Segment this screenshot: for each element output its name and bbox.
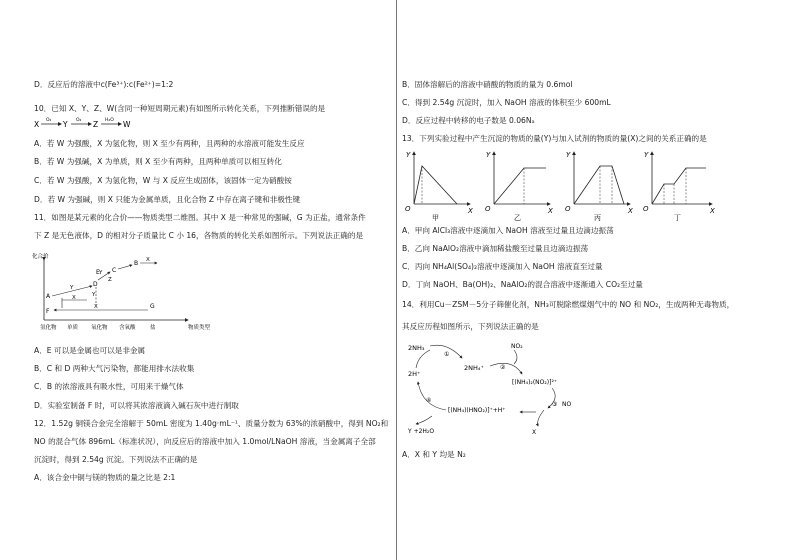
cycle-h: 2H⁺ [408,370,421,378]
node-a: A [46,293,51,300]
q14-option-a: A．X 和 Y 均是 N₂ [402,450,466,459]
q11-stem-1: 11．如图是某元素的化合价——物质类型二维图。其中 X 是一种常见的强碱，G 为正盐，通常条件 [34,213,366,222]
label-x3: X [94,304,98,310]
q10-chain [34,116,144,130]
q11-stem-2: 下 Z 是无色液体，D 的相对分子质量比 C 小 16，各物质的转化关系如图所示。下列说法正确的是 [34,231,364,240]
chain-a2: O₂ [76,118,82,123]
cat-hydride: 氢化物 [40,325,57,331]
q13-option-b: B．乙向 NaAlO₂溶液中滴加稀盐酸至过量且边滴边振荡 [402,244,589,253]
q12-option-d: D．反应过程中转移的电子数是 0.06Nₐ [402,116,535,125]
chain-x: X [34,120,40,129]
q13-option-c: C．丙向 NH₄Al(SO₄)₂溶液中逐滴加入 NaOH 溶液直至过量 [402,262,603,271]
graph-bing-o: O [565,205,571,213]
y-axis-label: 化合价 [32,254,49,260]
graph-ding-label: 丁 [674,214,681,222]
cycle-step3: ③ [552,401,558,408]
graph-bing [565,151,633,222]
cycle-complex1: [(NH₄)₂(NO₂)]²⁺ [512,379,558,386]
cycle-nh4: 2NH₄⁺ [464,364,484,372]
label-z: Z [108,277,112,283]
q13-option-a: A．甲向 AlCl₃溶液中逐滴加入 NaOH 溶液至过量且边滴边振荡 [402,226,614,235]
graph-jia-y: Y [406,151,411,159]
cycle-step1: ① [444,351,450,358]
cycle-step2: ② [500,364,506,371]
q10-option-b: B．若 W 为强碱，X 为单质，则 X 至少有两种，且两种单质可以相互转化 [34,157,282,166]
graph-jia-x: X [468,207,473,215]
graph-jia-o: O [405,205,411,213]
graph-yi [485,151,553,222]
column-divider [396,0,397,560]
node-e: E [96,269,100,276]
option-d-prev: D．反应后的溶液中c(Fe³⁺):c(Fe²⁺)=1:2 [34,80,174,89]
q11-option-a: A．E 可以是金属也可以是非金属 [34,346,146,355]
q13-option-d: D．丁向 NaOH、Ba(OH)₂、NaAlO₂的混合溶液中逐渐通入 CO₂至过量 [402,280,643,289]
q10-option-c: C．若 W 为强酸，X 为氢化物，W 与 X 反应生成固体，该固体一定为硝酸铵 [34,176,292,185]
q11-option-c: C．B 的浓溶液具有吸水性，可用来干燥气体 [34,382,184,391]
chain-y: Y [63,120,68,129]
cat-element: 单质 [67,325,79,331]
graph-bing-y: Y [566,151,571,159]
graph-yi-x: X [548,207,553,215]
graph-yi-o: O [485,205,491,213]
node-c: C [112,267,117,274]
q11-option-d: D．实验室制备 F 时，可以将其浓溶液滴入碱石灰中进行制取 [34,401,239,410]
label-x2: X [72,295,76,301]
graph-ding-x: X [710,207,715,215]
graph-jia-label: 甲 [432,214,439,222]
q10-option-d: D．若 W 为强碱，则 X 只能为金属单质，且化合物 Z 中存在离子键和非极性键 [34,195,301,204]
node-d: D [93,281,98,288]
cycle-complex2: [(NH₄)(HNO₂)]⁺+H⁺ [448,407,506,414]
chain-a1: O₂ [46,118,52,123]
graph-yi-label: 乙 [514,214,521,222]
reaction-cycle [402,336,602,440]
graph-ding-y: Y [644,151,649,159]
q12-stem-1: 12．1.52g 铜镁合金完全溶解于 50mL 密度为 1.40g·mL⁻¹、质量分数为 63%的浓硝酸中，得到 NO₂和 [34,419,389,428]
graph-bing-x: X [628,207,633,215]
chain-w: W [123,120,131,129]
chain-a3: H₂O [105,118,114,123]
cycle-nh3: 2NH₃ [408,344,425,352]
cycle-x: X [532,429,537,436]
q10-stem: 10．已知 X、Y、Z、W(含同一种短周期元素)有如图所示转化关系，下列推断错误的是 [34,104,326,113]
cycle-no: NO [562,401,572,408]
graph-jia [405,151,473,222]
q12-option-b: B．固体溶解后的溶液中硝酸的物质的量为 0.6mol [402,80,573,89]
chain-z: Z [93,120,99,129]
graph-ding [643,151,715,222]
cycle-no2: NO₂ [511,343,523,350]
graph-bing-label: 丙 [594,214,601,222]
q12-option-a: A．该合金中铜与镁的物质的量之比是 2:1 [34,473,176,482]
label-y3: Y [92,292,96,298]
cycle-step4: ④ [426,397,432,404]
node-b: B [134,260,139,267]
q14-stem-1: 14．利用Cu－ZSM－5分子筛催化剂，NH₃可脱除燃煤烟气中的 NO 和 NO₂，生成两种无毒物质， [402,300,735,309]
cat-salt: 盐 [150,325,156,331]
node-f: F [46,308,50,315]
q13-graphs [402,146,722,224]
graph-ding-o: O [643,205,649,213]
q11-option-b: B．C 和 D 两种大气污染物，都能用排水法收集 [34,364,195,373]
label-y2: Y [99,270,103,276]
q14-stem-2: 其反应历程如图所示，下列说法正确的是 [402,322,539,331]
graph-yi-y: Y [486,151,491,159]
cat-oxyacid: 含氧酸 [119,325,136,331]
q13-stem: 13．下列实验过程中产生沉淀的物质的量(Y)与加入试剂的物质的量(X)之间的关系正确的是 [402,134,707,143]
q12-stem-3: 沉淀时，得到 2.54g 沉淀。下列说法不正确的是 [34,455,198,464]
q10-option-a: A．若 W 为强酸，X 为氢化物，则 X 至少有两种，且两种的水溶液可能发生反应 [34,139,305,148]
node-g: G [150,303,155,310]
cycle-y: Y +2H₂O [408,428,435,435]
x-axis-label: 物质类型 [188,325,211,331]
cat-oxide: 氧化物 [91,325,108,331]
label-x1: X [146,257,150,263]
q12-stem-2: NO 的混合气体 896mL（标准状况），向反应后的溶液中加入 1.0mol/LNaOH 溶液，当金属离子全部 [34,437,376,446]
valence-diagram [32,250,252,336]
q12-option-c: C．得到 2.54g 沉淀时，加入 NaOH 溶液的体积至少 600mL [402,98,611,107]
label-y1: Y [70,285,74,291]
